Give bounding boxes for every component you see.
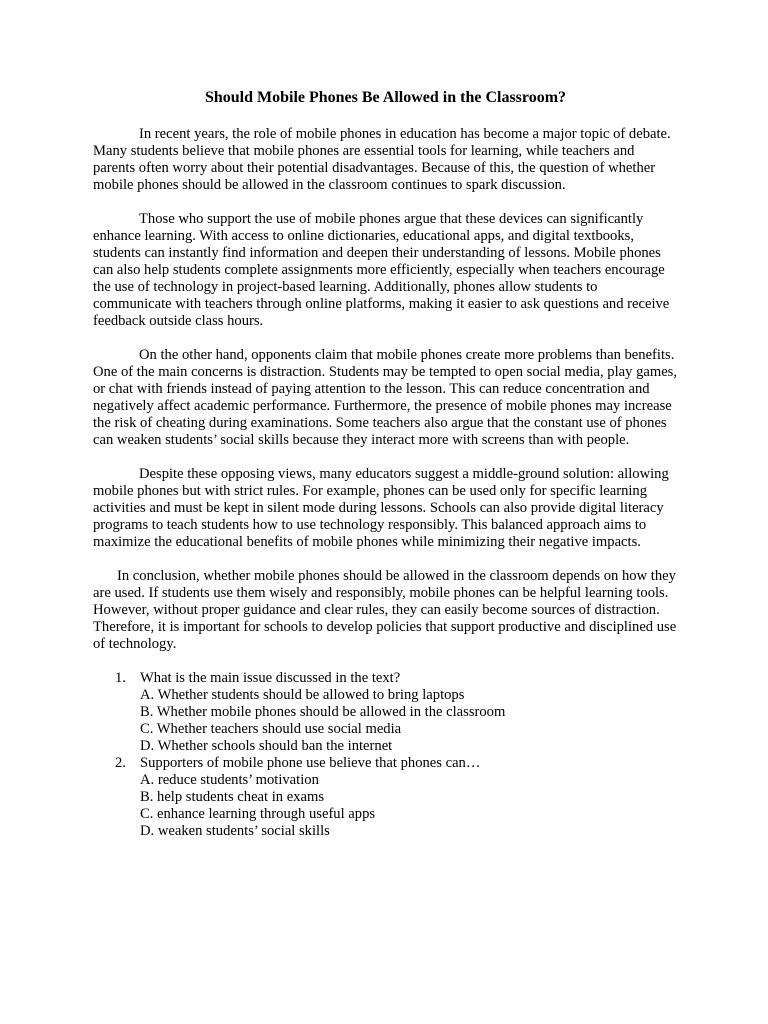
question-1-option-d: D. Whether schools should ban the internet <box>140 738 393 754</box>
question-1-option-b: B. Whether mobile phones should be allowed in the classroom <box>140 704 506 720</box>
paragraph-5-text: In conclusion, whether mobile phones should be allowed in the classroom depends on how they are used. If students use them wisely and responsibly, mobile phones can be helpful learning tools. However, without proper guidance and clear rules, they can easily become sources of distraction. Therefore, it is important for schools to develop policies that support productive and disciplined use of technology. <box>93 568 677 652</box>
question-1-text: What is the main issue discussed in the text? <box>140 670 401 686</box>
paragraph-2 <box>93 211 678 330</box>
question-2-option-b: B. help students cheat in exams <box>140 789 325 805</box>
question-2-option-d: D. weaken students’ social skills <box>140 823 330 839</box>
paragraph-2-text: Those who support the use of mobile phones argue that these devices can significantly enhance learning. With access to online dictionaries, educational apps, and digital textbooks, students can instantly find information and deepen their understanding of lessons. Mobile phones can also help students complete assignments more efficiently, especially when teachers encourage the use of technology in project-based learning. Additionally, phones allow students to communicate with teachers through online platforms, making it easier to ask questions and receive feedback outside class hours. <box>93 211 670 329</box>
question-2-number: 2. <box>115 755 126 771</box>
question-2-text: Supporters of mobile phone use believe that phones can… <box>140 755 481 771</box>
question-1-option-a: A. Whether students should be allowed to bring laptops <box>140 687 465 703</box>
document-title: Should Mobile Phones Be Allowed in the Classroom? <box>204 89 567 106</box>
question-1-number: 1. <box>115 670 126 686</box>
document-page <box>93 88 678 840</box>
question-1-option-c: C. Whether teachers should use social media <box>140 721 402 737</box>
paragraph-1-text: In recent years, the role of mobile phones in education has become a major topic of debate. Many students believe that mobile phones are essential tools for learning, while teachers and parents often worry about their potential disadvantages. Because of this, the question of whether mobile phones should be allowed in the classroom continues to spark discussion. <box>93 126 671 193</box>
question-2-option-a: A. reduce students’ motivation <box>140 772 319 788</box>
paragraph-1 <box>93 126 678 194</box>
question-2 <box>93 755 678 840</box>
paragraph-3 <box>93 347 678 449</box>
paragraph-5 <box>93 568 678 653</box>
paragraph-4-text: Despite these opposing views, many educators suggest a middle-ground solution: allowing mobile phones but with strict rules. For example, phones can be used only for specific learning activities and must be kept in silent mode during lessons. Schools can also provide digital literacy programs to teach students how to use technology responsibly. This balanced approach aims to maximize the educational benefits of mobile phones while minimizing their negative impacts. <box>93 466 669 550</box>
paragraph-4 <box>93 466 678 551</box>
paragraph-3-text: On the other hand, opponents claim that mobile phones create more problems than benefits. One of the main concerns is distraction. Students may be tempted to open social media, play games, or chat with friends instead of paying attention to the lesson. This can reduce concentration and negatively affect academic performance. Furthermore, the presence of mobile phones may increase the risk of cheating during examinations. Some teachers also argue that the constant use of phones can weaken students’ social skills because they interact more with screens than with people. <box>93 347 678 448</box>
question-list <box>93 670 678 840</box>
question-2-option-c: C. enhance learning through useful apps <box>140 806 376 822</box>
question-1 <box>93 670 678 755</box>
